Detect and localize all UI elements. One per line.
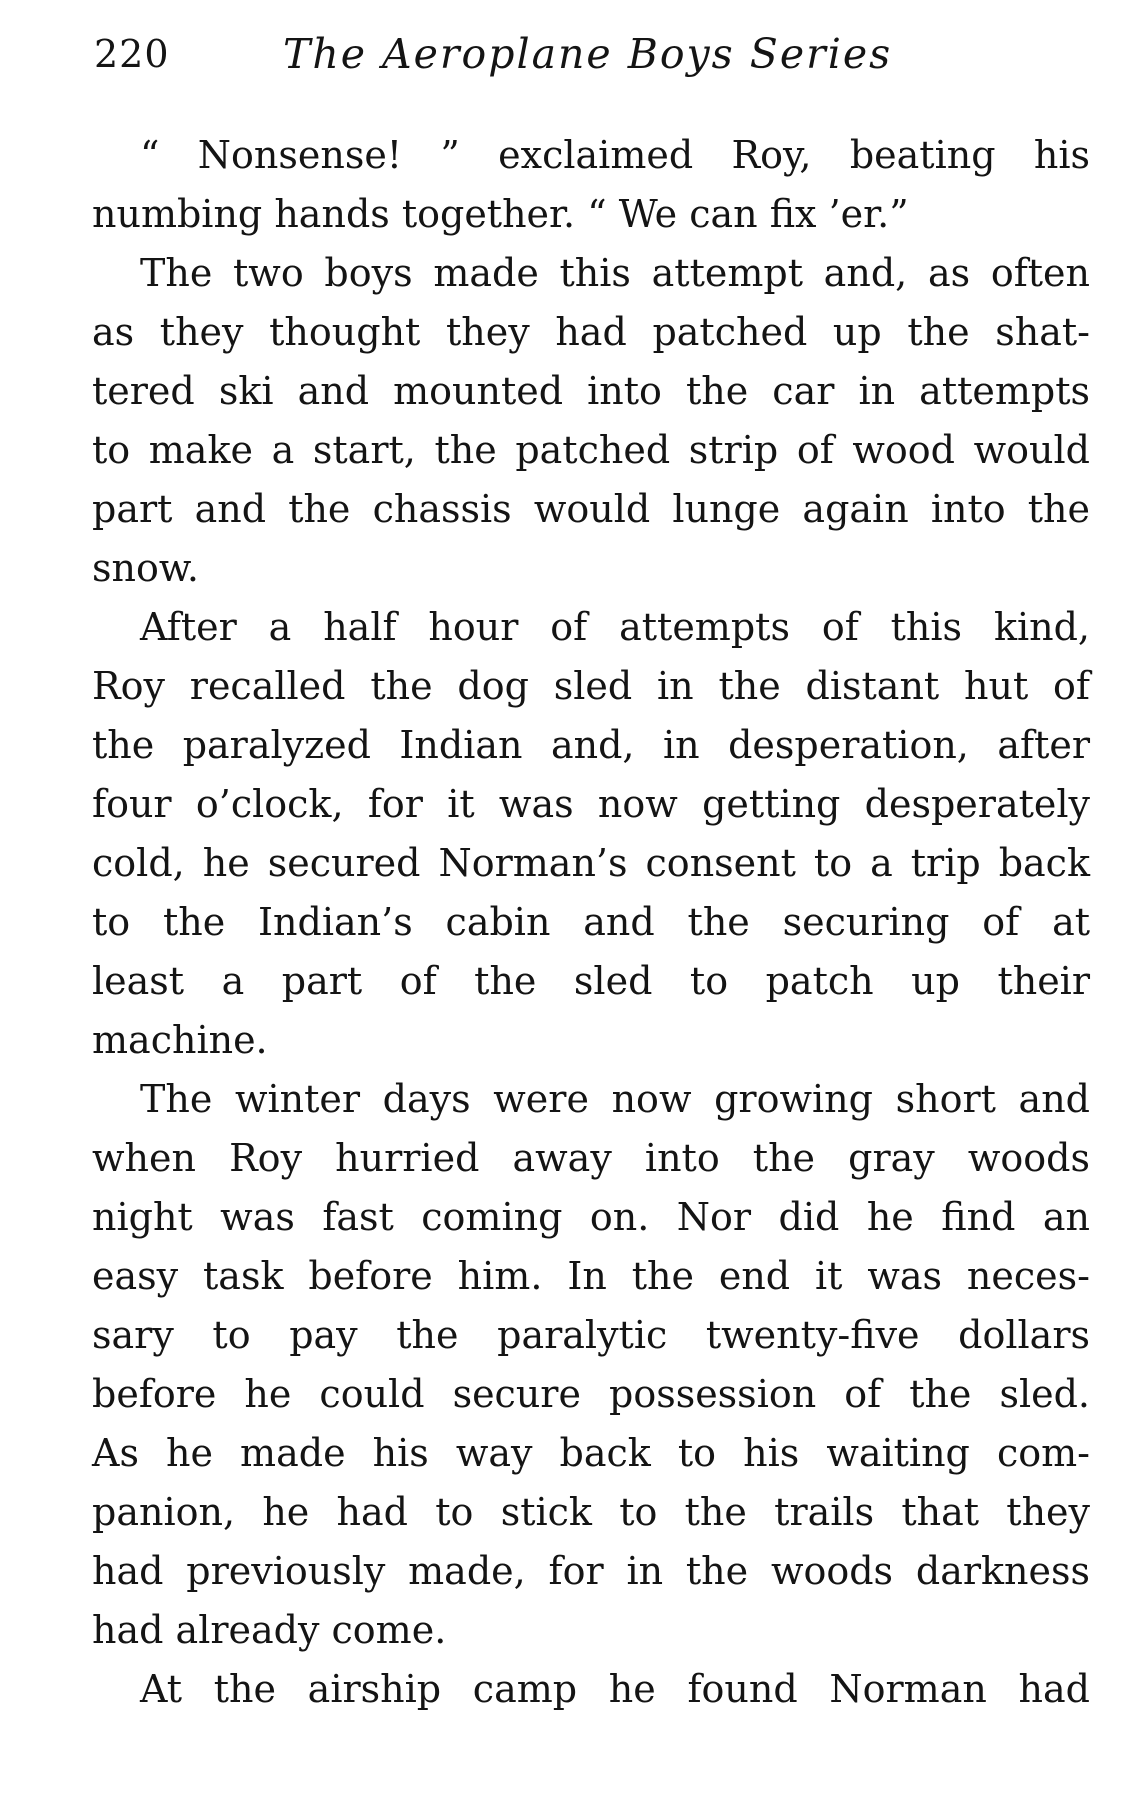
text-line: four o’clock, for it was now getting desperately <box>92 782 1090 826</box>
text-line: sary to pay the paralytic twenty-five dollars <box>92 1313 1090 1357</box>
text-line: part and the chassis would lunge again into the <box>92 487 1090 531</box>
text-line: machine. <box>92 1018 268 1062</box>
text-line: as they thought they had patched up the shat- <box>92 310 1090 354</box>
text-line: cold, he secured Norman’s consent to a trip back <box>92 841 1090 885</box>
text-line: The winter days were now growing short and <box>140 1077 1090 1121</box>
text-line: easy task before him. In the end it was neces- <box>92 1254 1090 1298</box>
text-line: “ Nonsense! ” exclaimed Roy, beating his <box>140 133 1090 177</box>
text-line: to make a start, the patched strip of wood would <box>92 428 1090 472</box>
text-line: had already come. <box>92 1608 447 1652</box>
text-line: The two boys made this attempt and, as often <box>140 251 1090 295</box>
text-line: had previously made, for in the woods darkness <box>92 1549 1090 1593</box>
text-line: before he could secure possession of the sled. <box>92 1372 1090 1416</box>
text-line: After a half hour of attempts of this kind, <box>140 605 1090 649</box>
text-line: least a part of the sled to patch up their <box>92 959 1090 1003</box>
running-head <box>88 28 1078 88</box>
text-line: As he made his way back to his waiting com- <box>92 1431 1090 1475</box>
text-line: panion, he had to stick to the trails that they <box>92 1490 1090 1534</box>
page-number: 220 <box>94 32 170 76</box>
text-line: when Roy hurried away into the gray woods <box>92 1136 1090 1180</box>
text-line: to the Indian’s cabin and the securing of at <box>92 900 1090 944</box>
text-line: the paralyzed Indian and, in desperation, after <box>92 723 1090 767</box>
text-line: At the airship camp he found Norman had <box>140 1667 1090 1711</box>
series-title: The Aeroplane Boys Series <box>283 30 893 78</box>
text-line: tered ski and mounted into the car in attempts <box>92 369 1090 413</box>
text-line: night was fast coming on. Nor did he find an <box>92 1195 1090 1239</box>
text-line: numbing hands together. “ We can fix ’er.” <box>92 192 909 236</box>
text-line: snow. <box>92 546 199 590</box>
body-text <box>92 126 1090 1719</box>
text-line: Roy recalled the dog sled in the distant hut of <box>92 664 1090 708</box>
